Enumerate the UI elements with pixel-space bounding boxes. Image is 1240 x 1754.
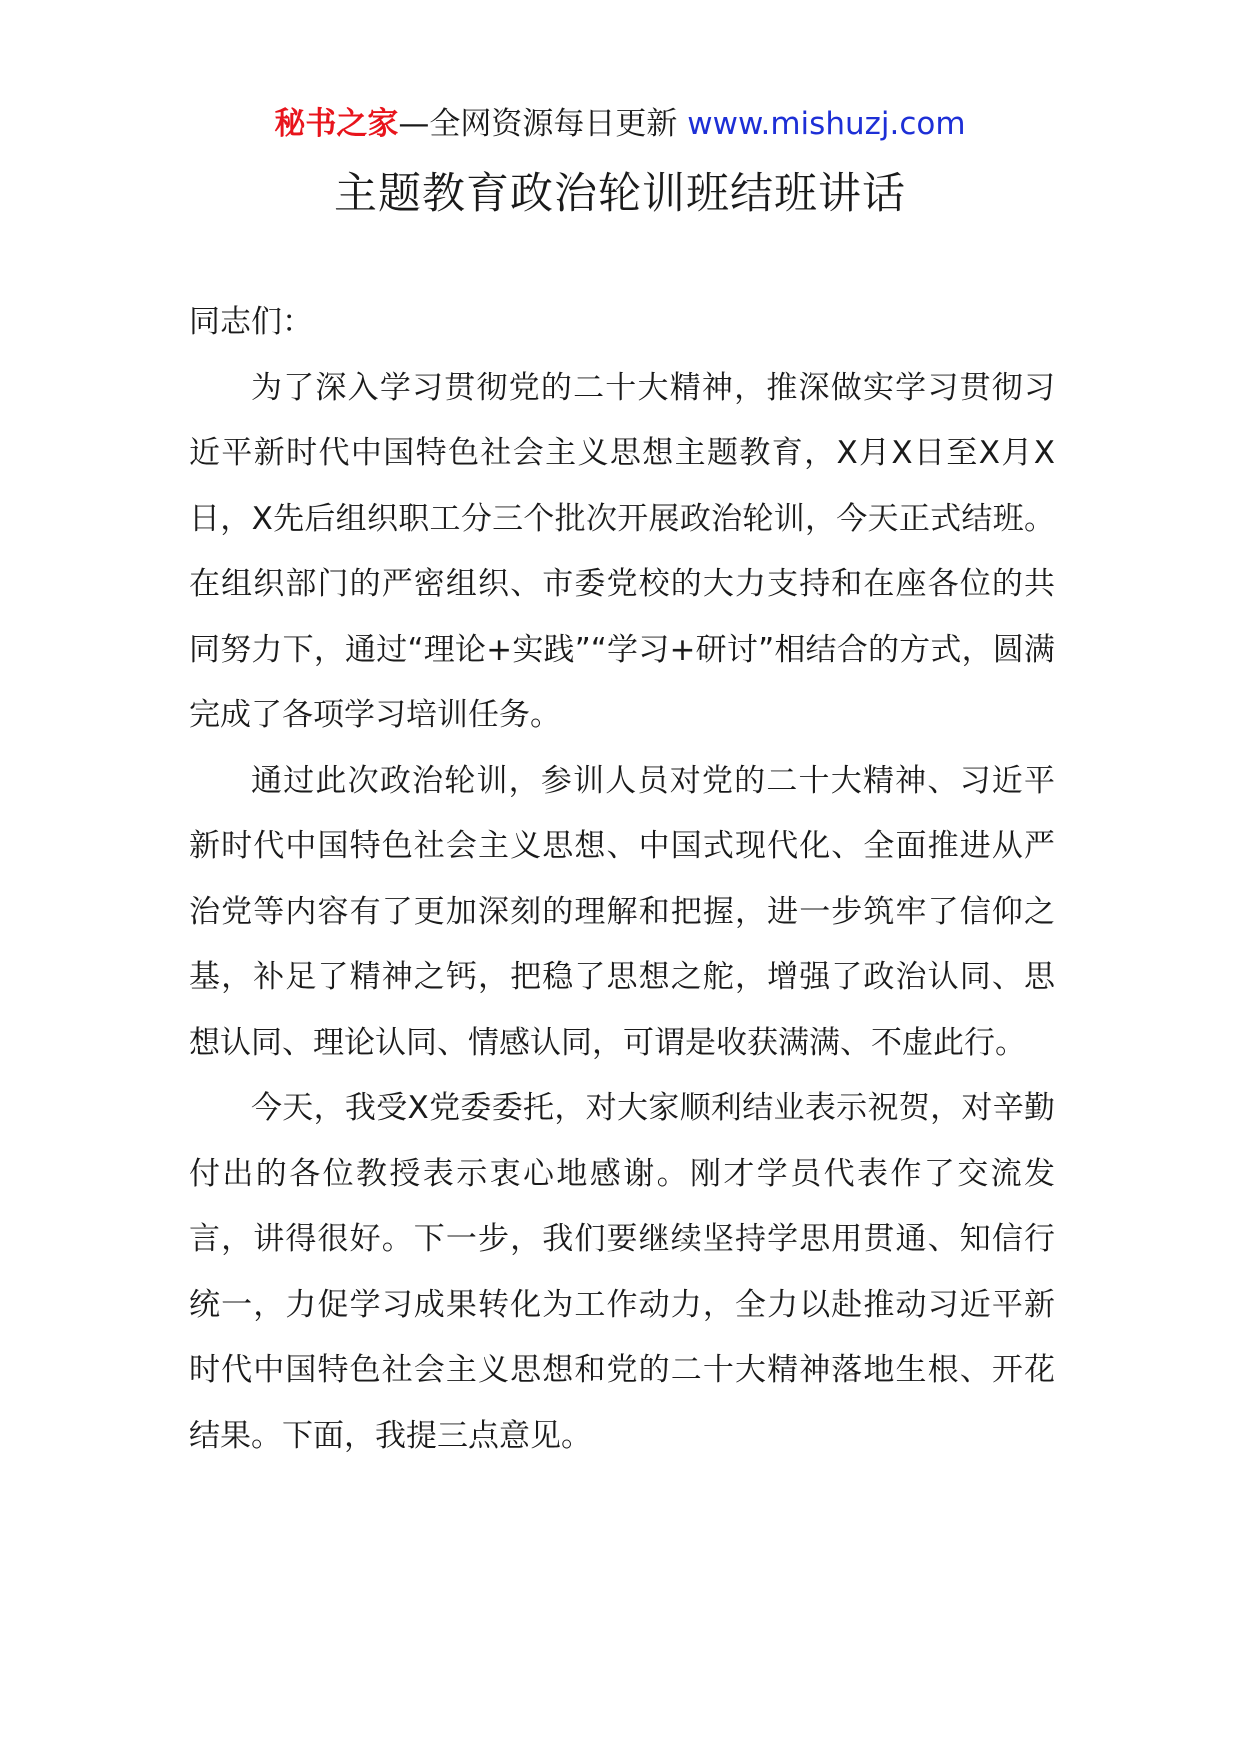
document-body: [189, 290, 1055, 1469]
site-url-link[interactable]: www.mishuzj.com: [687, 106, 966, 142]
paragraph-3: 今天，我受X党委委托，对大家顺利结业表示祝贺，对辛勤付出的各位教授表示衷心地感谢。刚才学员代表作了交流发言，讲得很好。下一步，我们要继续坚持学思用贯通、知信行统一，力促学习成果转化为工作动力，全力以赴推动习近平新时代中国特色社会主义思想和党的二十大精神落地生根、开花结果。下面，我提三点意见。: [189, 1090, 1055, 1454]
header-tagline: —全网资源每日更新: [398, 106, 688, 142]
paragraph-1: 为了深入学习贯彻党的二十大精神，推深做实学习贯彻习近平新时代中国特色社会主义思想主题教育，X月X日至X月X日，X先后组织职工分三个批次开展政治轮训，今天正式结班。在组织部门的严密组织、市委党校的大力支持和在座各位的共同努力下，通过“理论+实践”“学习+研讨”相结合的方式，圆满完成了各项学习培训任务。: [189, 369, 1055, 733]
paragraph-2: 通过此次政治轮训，参训人员对党的二十大精神、习近平新时代中国特色社会主义思想、中国式现代化、全面推进从严治党等内容有了更加深刻的理解和把握，进一步筑牢了信仰之基，补足了精神之钙，把稳了思想之舵，增强了政治认同、思想认同、理论认同、情感认同，可谓是收获满满、不虚此行。: [189, 762, 1055, 1061]
document-title: 主题教育政治轮训班结班讲话: [334, 169, 906, 219]
brand-name: 秘书之家: [274, 106, 399, 142]
salutation: 同志们：: [189, 304, 313, 340]
site-header: [0, 104, 1240, 144]
